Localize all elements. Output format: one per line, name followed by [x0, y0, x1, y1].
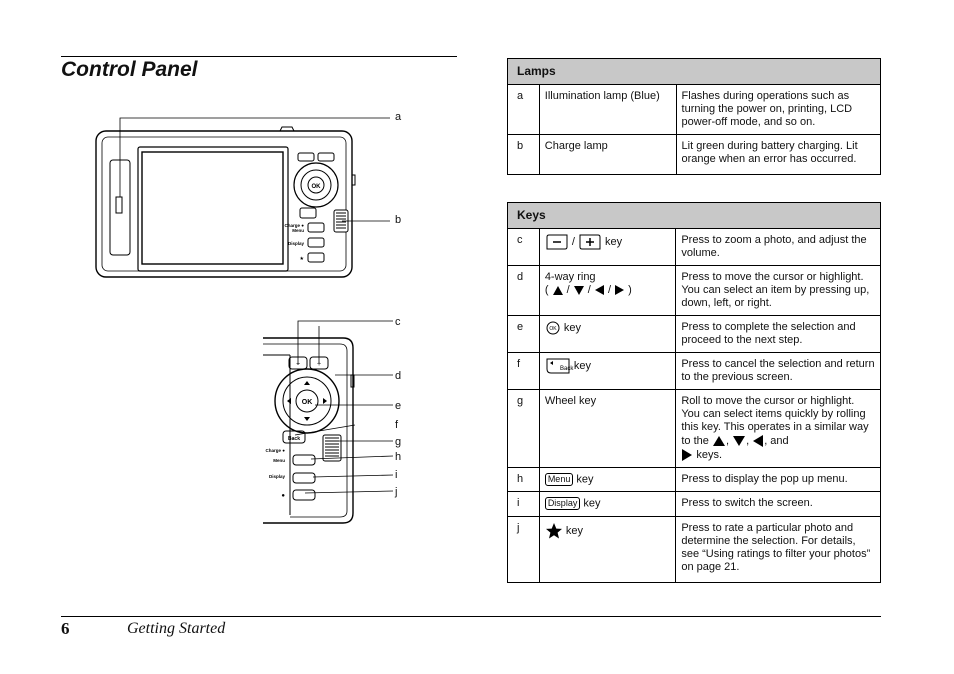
- row-letter: j: [508, 516, 540, 582]
- page-title: Control Panel: [61, 58, 198, 81]
- row-desc: Press to complete the selection and proceed to the next step.: [676, 316, 881, 353]
- lamps-table: [507, 58, 881, 175]
- callout-e: e: [395, 400, 402, 412]
- row-desc: Lit green during battery charging. Lit orange when an error has occurred.: [676, 135, 880, 175]
- svg-text:Charge ●: Charge ●: [265, 448, 285, 453]
- star-key-icon: [545, 522, 563, 540]
- row-name: / key: [539, 229, 676, 266]
- keys-table: [507, 202, 881, 583]
- ok-key-icon: [545, 321, 561, 335]
- zoom-out-key-icon: [545, 234, 569, 250]
- row-desc: Roll to move the cursor or highlight. You can select items quickly by rolling this key. This operates in a similar way to the , , , and keys.: [676, 390, 881, 468]
- right-arrow-icon: [681, 448, 693, 462]
- key-word: key: [576, 473, 594, 486]
- svg-text:OK: OK: [549, 326, 557, 332]
- svg-text:OK: OK: [301, 399, 313, 406]
- table-row: [508, 135, 881, 175]
- up-arrow-icon: [712, 435, 726, 447]
- table-row: [508, 492, 881, 516]
- callout-i: i: [395, 469, 398, 481]
- row-name: [539, 353, 676, 390]
- svg-text:−: −: [295, 361, 301, 368]
- callout-d: d: [395, 370, 402, 382]
- page-number: 6: [61, 619, 70, 638]
- row-desc: Flashes during operations such as turning the power on, printing, LCD power-off mode, and so on.: [676, 85, 880, 135]
- device-detail-illustration: [255, 315, 405, 535]
- svg-text:Display: Display: [287, 241, 304, 246]
- svg-text:●: ●: [281, 493, 285, 499]
- svg-text:Menu: Menu: [292, 228, 304, 233]
- key-word: key: [583, 497, 601, 510]
- right-arrow-icon: [614, 284, 625, 296]
- table-row: [508, 266, 881, 316]
- row-name: Wheel key: [539, 390, 676, 468]
- section-name: Getting Started: [127, 620, 226, 637]
- down-arrow-icon: [732, 435, 746, 447]
- table-row: [508, 229, 881, 266]
- table-row: [508, 516, 881, 582]
- svg-text:Charge ●: Charge ●: [284, 223, 304, 228]
- callout-j: j: [395, 486, 398, 498]
- row-name: Illumination lamp (Blue): [539, 85, 676, 135]
- header-rule: [61, 56, 457, 57]
- row-name: [539, 468, 676, 492]
- row-name: Charge lamp: [539, 135, 676, 175]
- wheel-desc-end: keys.: [696, 448, 723, 461]
- table-row: [508, 468, 881, 492]
- row-letter: d: [508, 266, 540, 316]
- back-key-icon: [545, 358, 574, 374]
- svg-text:★: ★: [299, 256, 304, 262]
- row-name: 4-way ring ( / / / ): [539, 266, 676, 316]
- svg-text:Display: Display: [268, 474, 285, 479]
- key-word: key: [563, 321, 581, 334]
- callout-h: h: [395, 451, 402, 463]
- ok-text-top: OK: [311, 184, 321, 190]
- left-arrow-icon: [752, 434, 764, 448]
- row-name: [539, 316, 676, 353]
- callout-a: a: [395, 111, 402, 123]
- left-arrow-icon: [594, 284, 605, 296]
- row-desc: Press to display the pop up menu.: [676, 468, 881, 492]
- svg-text:+: +: [316, 361, 322, 368]
- row-name: [539, 516, 676, 582]
- table-row: [508, 316, 881, 353]
- row-desc: Press to switch the screen.: [676, 492, 881, 516]
- footer-rule: [61, 616, 881, 617]
- row-letter: g: [508, 390, 540, 468]
- row-letter: i: [508, 492, 540, 516]
- callout-f: f: [395, 419, 399, 431]
- menu-key-icon: Menu: [545, 473, 574, 486]
- key-word: key: [565, 524, 583, 537]
- table-row: [508, 353, 881, 390]
- keys-header: Keys: [508, 203, 881, 229]
- wheel-desc-text: Roll to move the cursor or highlight. You can select items quickly by rolling this key. This operates in a similar way to the: [681, 395, 869, 447]
- row-letter: h: [508, 468, 540, 492]
- callout-g: g: [395, 436, 402, 448]
- row-desc: Press to move the cursor or highlight. You can select an item by pressing up, down, left, or right.: [676, 266, 881, 316]
- row-desc: Press to zoom a photo, and adjust the volume.: [676, 229, 881, 266]
- row-letter: f: [508, 353, 540, 390]
- row-letter: a: [508, 85, 540, 135]
- key-word: key: [573, 359, 591, 372]
- up-arrow-icon: [552, 285, 564, 296]
- down-arrow-icon: [573, 285, 585, 296]
- svg-text:Back: Back: [559, 366, 574, 372]
- lamps-header: Lamps: [508, 59, 881, 85]
- row-desc: Press to rate a particular photo and determine the selection. For details, see “Using ratings to filter your photos” on page 21.: [676, 516, 881, 582]
- key-word: key: [605, 235, 623, 248]
- callout-b: b: [395, 214, 402, 226]
- zoom-in-key-icon: [578, 234, 602, 250]
- row-letter: b: [508, 135, 540, 175]
- callout-c: c: [395, 316, 401, 328]
- table-row: [508, 85, 881, 135]
- row-desc: Press to cancel the selection and return to the previous screen.: [676, 353, 881, 390]
- display-key-icon: Display: [545, 497, 581, 510]
- row-name: [539, 492, 676, 516]
- row-letter: c: [508, 229, 540, 266]
- device-front-illustration: [90, 105, 410, 285]
- table-row: [508, 390, 881, 468]
- row-letter: e: [508, 316, 540, 353]
- key-word: 4-way ring: [544, 271, 596, 283]
- svg-text:Back: Back: [288, 436, 300, 442]
- svg-text:Menu: Menu: [273, 458, 285, 463]
